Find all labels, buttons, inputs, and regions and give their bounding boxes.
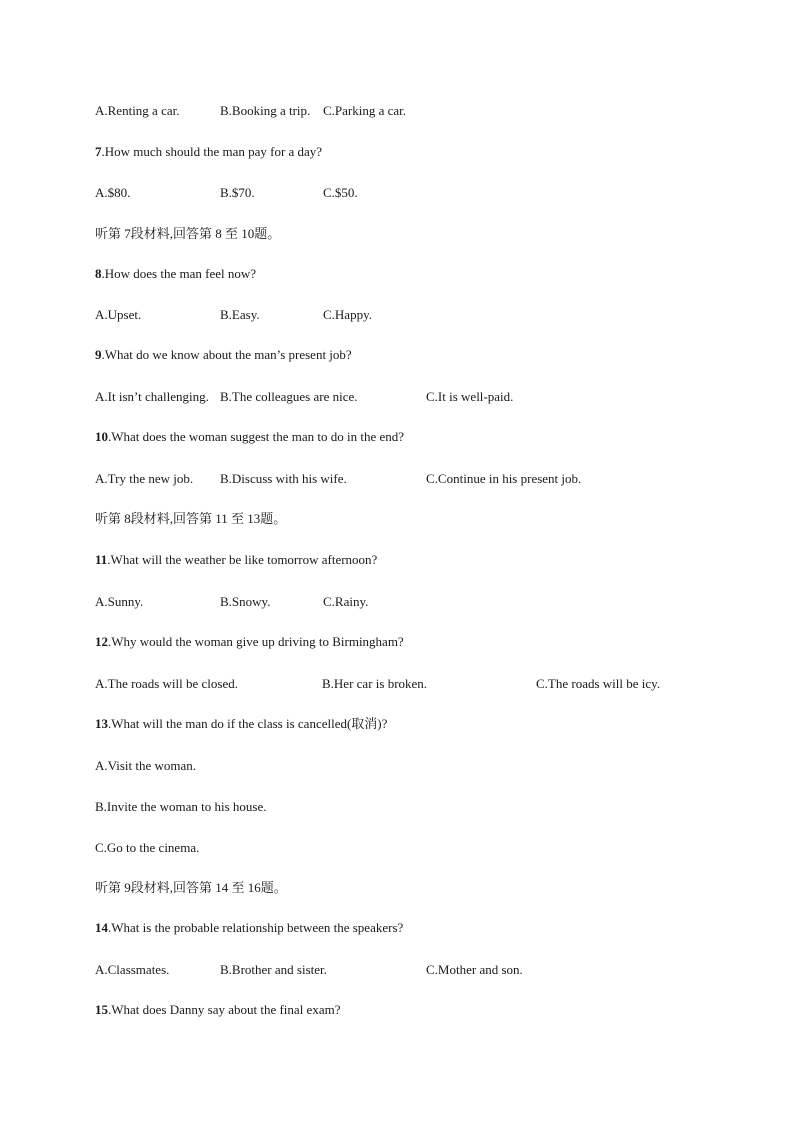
question-number: 15	[95, 1002, 108, 1017]
q9-option-c: C.It is well-paid.	[426, 389, 514, 404]
question-number: 13	[95, 716, 108, 731]
question-9	[95, 347, 352, 363]
question-10	[95, 429, 404, 445]
q13-option-b: B.Invite the woman to his house.	[95, 799, 267, 814]
q12-option-a: A.The roads will be closed.	[95, 676, 238, 691]
question-number: 9	[95, 347, 102, 362]
q10-option-c: C.Continue in his present job.	[426, 471, 582, 486]
question-number: 8	[95, 266, 102, 281]
question-7	[95, 144, 322, 160]
q11-option-c: C.Rainy.	[323, 594, 369, 609]
section-heading-8: 听第 8段材料,回答第 11 至 13题。	[95, 511, 287, 526]
q14-option-a: A.Classmates.	[95, 962, 170, 977]
q6-option-b: B.Booking a trip.	[220, 103, 311, 118]
q6-option-c: C.Parking a car.	[323, 103, 407, 118]
question-number: 12	[95, 634, 108, 649]
question-text: .What will the man do if the class is cancelled(取消)?	[108, 716, 388, 731]
q9-option-b: B.The colleagues are nice.	[220, 389, 358, 404]
question-text: .What is the probable relationship between the speakers?	[108, 920, 404, 935]
question-8	[95, 266, 256, 282]
question-number: 10	[95, 429, 108, 444]
q9-option-a: A.It isn’t challenging.	[95, 389, 209, 404]
q12-option-c: C.The roads will be icy.	[536, 676, 661, 691]
question-text: .What do we know about the man’s present job?	[101, 347, 352, 362]
q7-option-c: C.$50.	[323, 185, 358, 200]
question-text: .What does Danny say about the final exam?	[108, 1002, 341, 1017]
q8-option-b: B.Easy.	[220, 307, 260, 322]
q8-option-a: A.Upset.	[95, 307, 142, 322]
question-number: 11	[95, 552, 108, 567]
q7-option-b: B.$70.	[220, 185, 255, 200]
q13-option-c: C.Go to the cinema.	[95, 840, 200, 855]
question-text: .Why would the woman give up driving to Birmingham?	[108, 634, 404, 649]
q11-option-a: A.Sunny.	[95, 594, 144, 609]
question-15	[95, 1002, 340, 1018]
q10-option-a: A.Try the new job.	[95, 471, 194, 486]
q13-option-a: A.Visit the woman.	[95, 758, 197, 773]
q11-option-b: B.Snowy.	[220, 594, 271, 609]
question-number: 14	[95, 920, 108, 935]
q12-option-b: B.Her car is broken.	[322, 676, 428, 691]
question-13	[95, 716, 387, 732]
q10-option-b: B.Discuss with his wife.	[220, 471, 347, 486]
question-14	[95, 920, 403, 936]
q6-option-a: A.Renting a car.	[95, 103, 180, 118]
question-text: .What will the weather be like tomorrow afternoon?	[107, 552, 378, 567]
question-number: 7	[95, 144, 102, 159]
question-11	[95, 552, 377, 568]
section-heading-7: 听第 7段材料,回答第 8 至 10题。	[95, 226, 281, 241]
question-12	[95, 634, 404, 650]
q14-option-b: B.Brother and sister.	[220, 962, 327, 977]
q8-option-c: C.Happy.	[323, 307, 372, 322]
section-heading-9: 听第 9段材料,回答第 14 至 16题。	[95, 880, 287, 895]
question-text: .How much should the man pay for a day?	[101, 144, 323, 159]
q14-option-c: C.Mother and son.	[426, 962, 523, 977]
question-text: .What does the woman suggest the man to do in the end?	[108, 429, 405, 444]
q7-option-a: A.$80.	[95, 185, 131, 200]
question-text: .How does the man feel now?	[101, 266, 257, 281]
